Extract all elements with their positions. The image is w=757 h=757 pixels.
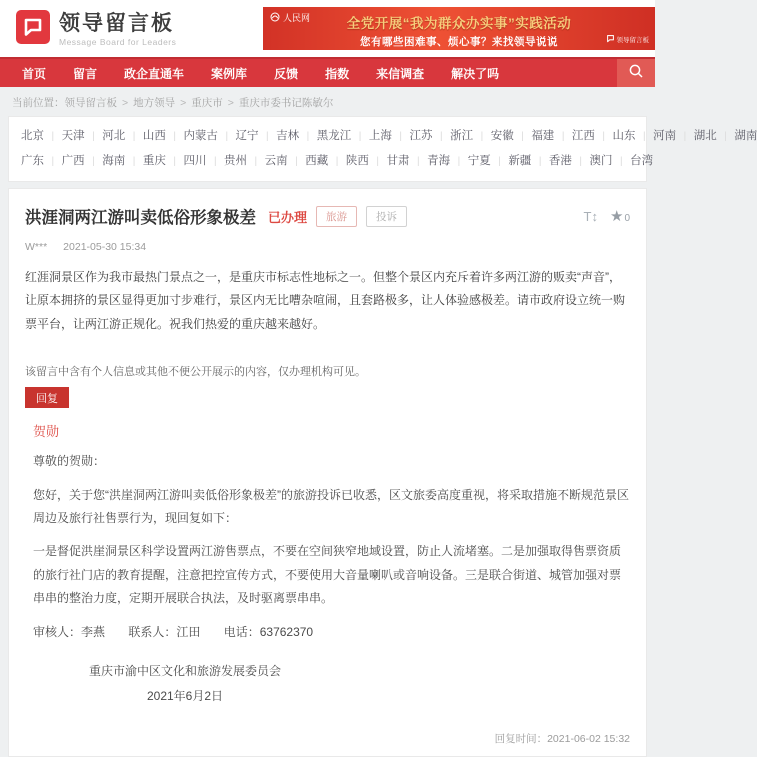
province-link[interactable]: | 广西	[44, 155, 85, 167]
page-title: 洪涯洞两江游叫卖低俗形象极差	[25, 209, 256, 227]
main-nav	[0, 57, 655, 87]
nav-item-home[interactable]: 首页	[22, 66, 47, 81]
province-link[interactable]: | 上海	[351, 130, 392, 142]
reply-section	[25, 421, 630, 709]
peoples-daily-label: 人民网	[283, 13, 311, 23]
province-link[interactable]: | 浙江	[432, 130, 473, 142]
province-link[interactable]: 广东	[21, 155, 44, 167]
province-link[interactable]: | 海南	[85, 155, 126, 167]
breadcrumb-item-chongqing[interactable]: 重庆市	[191, 97, 223, 109]
breadcrumb-item-board[interactable]: 领导留言板	[64, 97, 117, 109]
favorite-count: 0	[624, 212, 630, 224]
nav-item-gov-enterprise[interactable]: 政企直通车	[124, 66, 185, 81]
breadcrumb-separator: >	[227, 97, 234, 109]
province-link[interactable]: | 河北	[85, 130, 126, 142]
banner-corner-label: 领导留言板	[616, 37, 649, 44]
breadcrumb-item-secretary[interactable]: 重庆市委书记陈敏尔	[238, 97, 334, 109]
reply-signature	[89, 659, 281, 709]
province-link[interactable]: | 天津	[44, 130, 85, 142]
tag-travel[interactable]: 旅游	[316, 206, 357, 227]
province-row-2	[21, 149, 654, 174]
province-link[interactable]: | 江苏	[392, 130, 433, 142]
province-link[interactable]: | 湖北	[676, 130, 717, 142]
province-link[interactable]: | 西藏	[288, 155, 329, 167]
privacy-note: 该留言中含有个人信息或其他不便公开展示的内容，仅办理机构可见。	[25, 366, 366, 379]
peoples-daily-icon	[270, 12, 280, 24]
province-link[interactable]: | 山西	[125, 130, 166, 142]
breadcrumb-separator: >	[180, 97, 187, 109]
post-meta	[25, 241, 630, 253]
reply-addressee-name: 贺勋	[33, 424, 60, 440]
reply-paragraph-2: 一是督促洪崖洞景区科学设置两江游售票点，不要在空间狭窄地域设置，防止人流堵塞。二是加强取得售票资质的旅行社门店的教育提醒，注意把控宣传方式，不要使用大音量喇叭或音响设备。三是联合街道、城管加强对票串串的整治力度，定期开展联合执法，及时驱离票串串。	[33, 544, 622, 606]
province-link[interactable]: | 重庆	[125, 155, 166, 167]
province-link[interactable]: | 宁夏	[450, 155, 491, 167]
province-link[interactable]: | 香港	[531, 155, 572, 167]
province-link[interactable]: | 湖南	[717, 130, 757, 142]
breadcrumb	[0, 87, 655, 116]
province-link[interactable]: | 江西	[554, 130, 595, 142]
peoples-daily-brand	[270, 11, 310, 24]
province-link[interactable]: | 青海	[409, 155, 450, 167]
post-date: 2021-05-30 15:34	[63, 241, 147, 253]
province-link[interactable]: | 福建	[514, 130, 555, 142]
breadcrumb-item-local-leaders[interactable]: 地方领导	[133, 97, 176, 109]
banner-subline: 您有哪些困难事、烦心事？来找领导说说	[360, 36, 558, 48]
province-link[interactable]: | 贵州	[206, 155, 247, 167]
province-link[interactable]: | 云南	[247, 155, 288, 167]
reply-phone: 电话：63762370	[223, 624, 314, 639]
province-link[interactable]: | 安徽	[473, 130, 514, 142]
search-button[interactable]	[617, 59, 655, 87]
reply-reviewer: 审核人：李燕	[33, 624, 106, 639]
font-size-icon[interactable]: T↕	[583, 208, 598, 224]
reply-timestamp: 回复时间：2021-06-02 15:32	[494, 733, 630, 746]
province-link[interactable]: | 甘肃	[369, 155, 410, 167]
banner-corner-logo	[606, 34, 650, 45]
province-link[interactable]: | 新疆	[491, 155, 532, 167]
site-logo-text	[59, 12, 176, 47]
star-icon: ★	[609, 207, 624, 225]
province-link[interactable]: | 澳门	[572, 155, 613, 167]
breadcrumb-label: 当前位置：	[12, 97, 65, 109]
nav-item-letter-survey[interactable]: 来信调查	[376, 66, 425, 81]
banner-headline: 全党开展“我为群众办实事”实践活动	[346, 16, 572, 31]
favorite-button[interactable]	[610, 209, 630, 224]
province-link[interactable]: | 黑龙江	[299, 130, 351, 142]
province-row-1	[21, 124, 757, 149]
nav-item-case-library[interactable]: 案例库	[211, 66, 248, 81]
status-badge: 已办理	[268, 209, 308, 225]
search-icon	[628, 63, 644, 84]
province-link[interactable]: | 吉林	[259, 130, 300, 142]
breadcrumb-separator: >	[122, 97, 129, 109]
province-link[interactable]: | 河南	[636, 130, 677, 142]
campaign-banner[interactable]	[263, 7, 655, 50]
nav-item-index[interactable]: 指数	[325, 66, 350, 81]
reply-contacts	[33, 621, 630, 644]
title-row	[25, 204, 630, 228]
reply-badge: 回复	[25, 387, 69, 408]
title-tools	[584, 209, 630, 224]
nav-item-feedback[interactable]: 反馈	[274, 66, 299, 81]
site-header	[0, 0, 655, 57]
reply-agency-date: 2021年6月2日	[146, 689, 224, 704]
nav-item-resolved[interactable]: 解决了吗	[451, 66, 500, 81]
province-link[interactable]: | 四川	[166, 155, 207, 167]
tag-complaint[interactable]: 投诉	[366, 206, 407, 227]
province-link[interactable]: | 台湾	[613, 155, 654, 167]
site-logo[interactable]	[16, 10, 176, 49]
site-logo-icon	[16, 10, 50, 49]
province-link[interactable]: | 内蒙古	[166, 130, 218, 142]
site-subtitle: Message Board for Leaders	[59, 37, 177, 48]
post-author: W***	[25, 241, 48, 253]
province-link[interactable]: | 陕西	[328, 155, 369, 167]
reply-salutation: 尊敬的贺勋：	[33, 454, 106, 469]
message-detail-card	[8, 188, 647, 757]
province-link[interactable]: 北京	[21, 130, 44, 142]
nav-item-messages[interactable]: 留言	[73, 66, 98, 81]
reply-contact-person: 联系人：江田	[128, 624, 201, 639]
mini-board-icon	[606, 34, 615, 45]
post-body: 红涯洞景区作为我市最热门景点之一，是重庆市标志性地标之一。但整个景区内充斥着许多两江游的贩卖“声音”，让原本拥挤的景区显得更加寸步难行，景区内无比嘈杂喧闹，且套路极多，让人体验感极差。请市政府设立统一购票平台，让两江游正规化。祝我们热爱的重庆越来越好。	[25, 270, 626, 331]
province-link[interactable]: | 山东	[595, 130, 636, 142]
province-link[interactable]: | 辽宁	[218, 130, 259, 142]
reply-agency: 重庆市渝中区文化和旅游发展委员会	[89, 663, 282, 678]
reply-paragraph-1: 您好，关于您“洪崖洞两江游叫卖低俗形象极差”的旅游投诉已收悉，区文旅委高度重视，将采取措施不断规范景区周边及旅行社售票行为，现回复如下：	[33, 487, 629, 525]
province-link-panel	[8, 116, 757, 182]
site-title: 领导留言板	[59, 11, 174, 35]
